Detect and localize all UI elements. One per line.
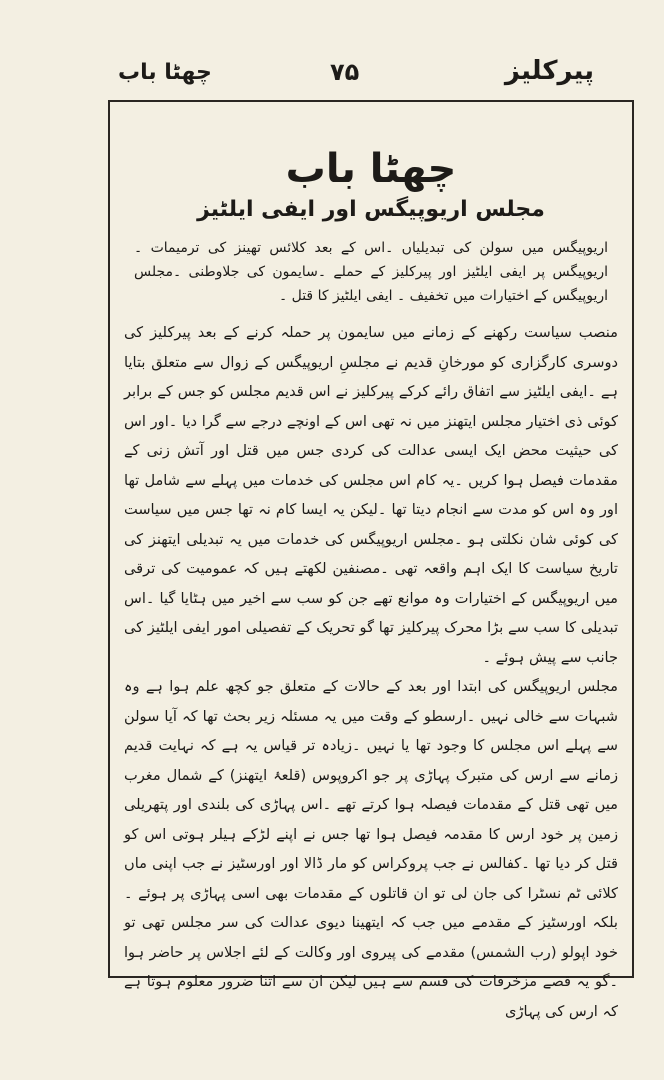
running-book-title: پیرکلیز [504, 56, 594, 86]
chapter-subtitle: مجلس اریوپیگس اور ایفی ایلٹیز [197, 197, 545, 222]
page-number: ۷۵ [330, 58, 360, 86]
body-paragraph-1: منصب سیاست رکھنے کے زمانے میں سایمون پر حملہ کرنے کے بعد پیرکلیز کی دوسری کارگزاری کو مورخانِ قدیم نے مجلسِ اریوپیگس کے زوال سے متعلق بتایا ہے ۔ایفی ایلٹیز سے اتفاق رائے کرکے پیرکلیز نے اس قدیم مجلس کو جس کے برابر کوئی ذی اختیار مجلس ایتھنز میں نہ تھی اس کے اونچے درجے سے گرا دیا ۔اور اس کی حیثیت محض ایک ایسی عدالت کی کردی جس میں قتل اور آتش زنی کے مقدمات فیصل ہوا کریں ۔یہ کام اس مجلس کی خدمات میں پہلے سے شامل تھا اور وہ اس کو مدت سے انجام دیتا تھا ۔لیکن یہ ایسا کام نہ تھا جس میں سیاست کی کوئی شان نکلتی ہو ۔مجلس اریوپیگس کی خدمات میں یہ تبدیلی ایتھنز کی تاریخ سیاست کا ایک اہم واقعہ تھی ۔مصنفین لکھتے ہیں کہ عمومیت کی ترقی میں اریوپیگس کے اختیارات وہ موانع تھے جن کو سب سے اخیر میں ہٹایا گیا ۔اس تبدیلی کا سب سے بڑا محرک پیرکلیز تھا گو تحریک کے تفصیلی امور ایفی ایلٹیز کی جانب سے پیش ہوئے ۔ [124, 324, 618, 666]
chapter-summary: اریوپیگس میں سولن کی تبدیلیاں ۔اس کے بعد کلائس تھینز کی ترمیمات ۔اریوپیگس پر ایفی ایلٹیز اور پیرکلیز کے حملے ۔سایمون کی جلاوطنی ۔مجلس اریوپیگس کے اختیارات میں تخفیف ۔ ایفی ایلٹیز کا قتل ۔ [134, 240, 608, 304]
chapter-body [124, 318, 618, 1026]
chapter-title: چھٹا باب [285, 146, 457, 192]
page-header [0, 0, 664, 100]
running-chapter-title: چھٹا باب [118, 60, 212, 85]
body-paragraph-2: مجلس اریوپیگس کی ابتدا اور بعد کے حالات کے متعلق جو کچھ علم ہوا ہے وہ شبہات سے خالی نہیں ۔ارسطو کے وقت میں یہ مسئلہ زیر بحث تھا کہ آیا سولن سے پہلے اس مجلس کا وجود تھا یا نہیں ۔زیادہ تر قیاس یہ ہے کہ نہایت قدیم زمانے سے ارس کی متبرک پہاڑی پر جو اکروپوس (قلعۂ ایتھنز) کے شمال مغرب میں تھی قتل کے مقدمات فیصلہ ہوا کرتے تھے ۔اس پہاڑی کی بلندی اور پتھریلی زمین پر خود ارس کا مقدمہ فیصل ہوا تھا جس نے اپنے لڑکے ہیلر ہوتی اس کو قتل کر دیا تھا ۔کفالس نے جب پروکراس کو مار ڈالا اور اورسٹیز نے جب اپنی ماں کلائی ٹم نسٹرا کی جان لی تو ان قاتلوں کے مقدمات بھی اسی پہاڑی پر ہوئے ۔بلکہ اورسٹیز کے مقدمے میں جب کہ ایتھینا دیوی عدالت کی سر مجلس تھی تو خود اپولو (رب الشمس) مقدمے کی پیروی اور وکالت کے لئے اجلاس پر حاضر ہوا ۔گو یہ قصے مزخرفات کی قسم سے ہیں لیکن ان سے اتنا ضرور معلوم ہوتا ہے کہ ارس کی پہاڑی [124, 678, 618, 1020]
page-frame [108, 100, 634, 1020]
